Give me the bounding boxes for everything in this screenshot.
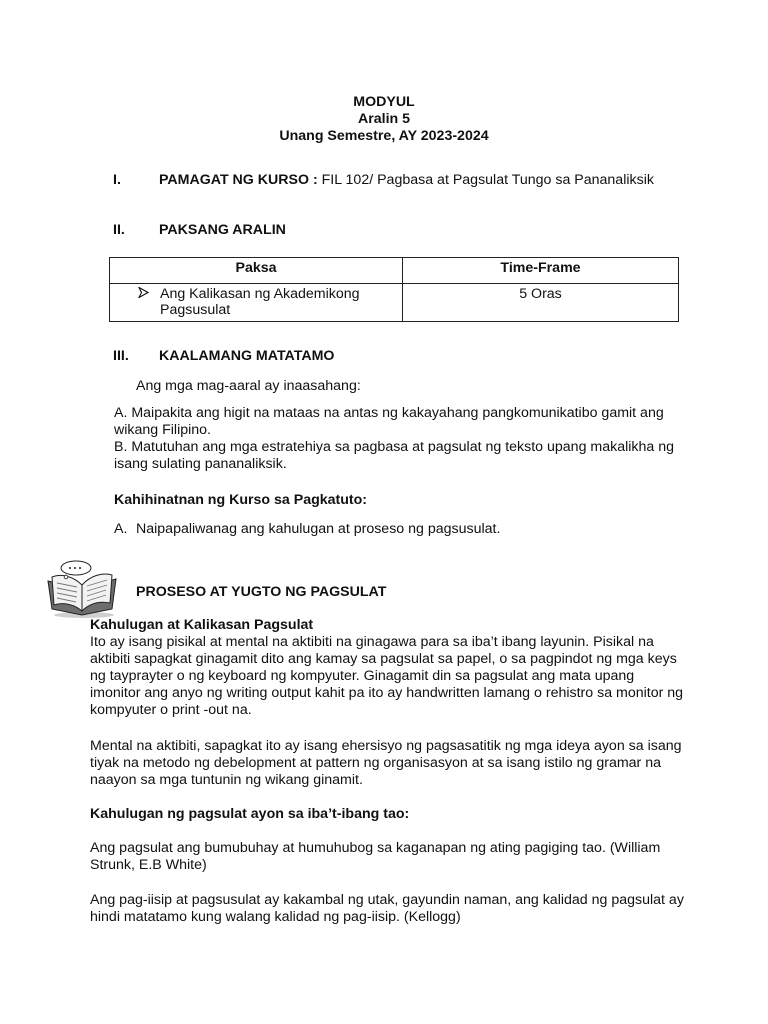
quote-strunk-white: Ang pagsulat ang bumubuhay at humuhubog sa kaganapan ng ating pagiging tao. (William Strunk, E.B White) [90, 840, 661, 873]
section-2-title: PAKSANG ARALIN [159, 222, 286, 238]
objectives-intro: Ang mga mag-aaral ay inaasahang: [136, 378, 361, 394]
column-header-paksa: Paksa [110, 258, 403, 284]
section-3-title: KAALAMANG MATATAMO [159, 348, 335, 364]
section-1-line [159, 172, 654, 189]
topic-cell [110, 284, 403, 322]
table-row [110, 284, 679, 322]
proseso-title: PROSESO AT YUGTO NG PAGSULAT [136, 584, 387, 600]
quote-kellogg: Ang pag-iisip at pagsusulat ay kakambal ng utak, gayundin naman, ang kalidad ng pagsulat ay hindi matatamo kung walang kalidad ng pag-iisip. (Kellogg) [90, 892, 684, 925]
section-1-label: PAMAGAT NG KURSO : [159, 172, 318, 188]
open-book-icon [44, 559, 120, 619]
topic-table [109, 257, 679, 322]
column-header-time-frame: Time-Frame [403, 258, 679, 284]
objective-b: B. Matutuhan ang mga estratehiya sa pagbasa at pagsulat ng teksto upang makalikha ng isang sulating pananaliksik. [114, 439, 674, 472]
semester-line: Unang Semestre, AY 2023-2024 [279, 128, 489, 144]
section-2-number: II. [113, 222, 125, 238]
objective-a: A. Maipakita ang higit na mataas na antas ng kakayahang pangkomunikatibo gamit ang wikang Filipino. [114, 405, 664, 438]
outcome-title: Kahihinatnan ng Kurso sa Pagkatuto: [114, 492, 368, 508]
outcome-a-text: Naipapaliwanag ang kahulugan at proseso ng pagsusulat. [136, 521, 501, 537]
section-3-number: III. [113, 348, 129, 364]
arrow-bullet-icon [138, 286, 149, 302]
definitions-heading: Kahulugan ng pagsulat ayon sa iba’t-ibang tao: [90, 806, 410, 822]
kahulugan-heading: Kahulugan at Kalikasan Pagsulat [90, 617, 314, 633]
outcome-a-letter: A. [114, 521, 128, 537]
topic-text: Ang Kalikasan ng Akademikong Pagsusulat [160, 286, 360, 318]
section-1-value: FIL 102/ Pagbasa at Pagsulat Tungo sa Pananaliksik [317, 172, 654, 188]
time-frame-cell: 5 Oras [403, 284, 679, 322]
table-header-row [110, 258, 679, 284]
paragraph-pisikal: Ito ay isang pisikal at mental na aktibiti na ginagawa para sa iba’t ibang layunin. Pisikal na aktibiti sapagkat ginagamit dito ang kamay sa pagsulat sa papel, o sa pagpindot ng mga keys ng tayprayter o ng keyboard ng kompyuter. Ginagamit din sa pagsulat ang mata upang imonitor ang anyo ng writing output kahit pa ito ay handwritten lamang o rehistro sa monitor ng kompyuter o print -out na. [90, 634, 684, 718]
paragraph-mental: Mental na aktibiti, sapagkat ito ay isang ehersisyo ng pagsasatitik ng mga ideya ayon sa isang tiyak na metodo ng debelopment at pattern ng organisasyon at sa isang istilo ng gramar na naayon sa mga tuntunin ng wikang ginamit. [90, 738, 682, 788]
module-title: MODYUL [353, 94, 415, 110]
lesson-number: Aralin 5 [357, 111, 411, 127]
section-1-number: I. [113, 172, 121, 188]
